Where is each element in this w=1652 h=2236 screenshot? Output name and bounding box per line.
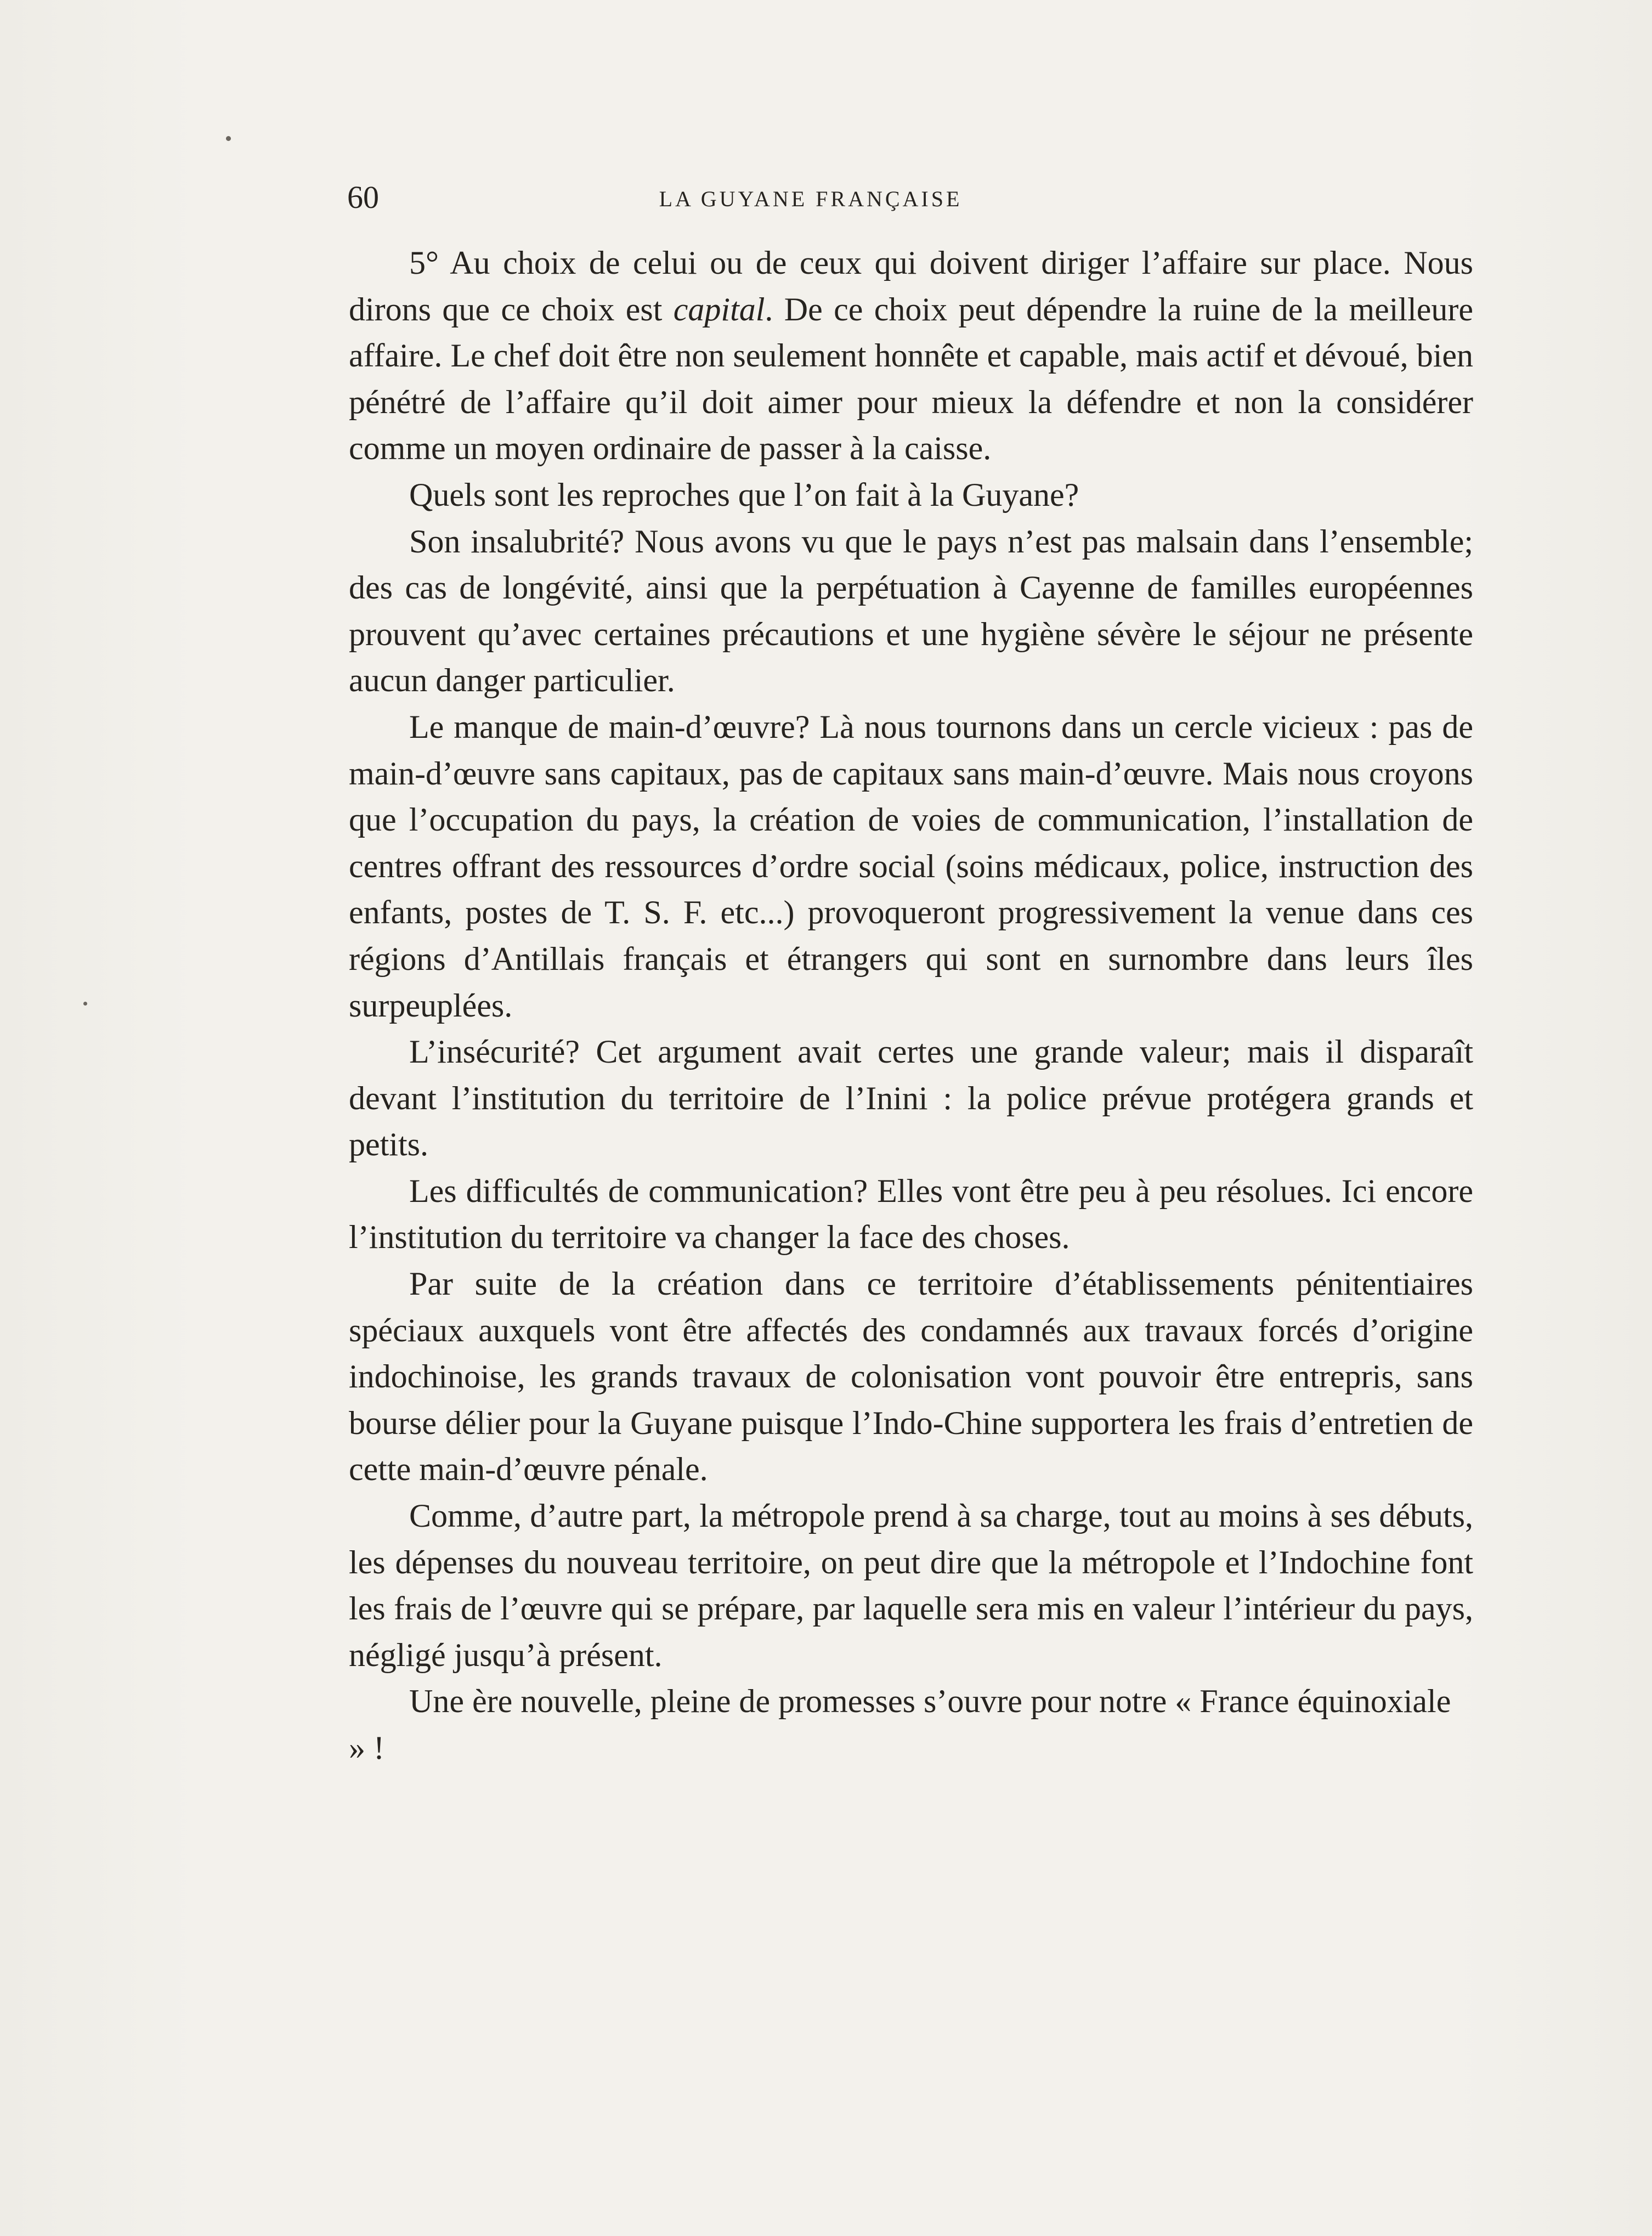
paragraph-text: . De ce choix peut dépendre la ruine de la meilleure affaire. Le chef doit être non seulement honnête et capable, mais actif et dévoué, bien pénétré de l’affaire qu’il doit aimer pour mieux la défendre et non la considérer comme un moyen ordinaire de passer à la caisse.	[349, 291, 1474, 467]
paper-speck	[83, 1002, 87, 1006]
paragraph: Son insalubrité? Nous avons vu que le pays n’est pas malsain dans l’ensemble; des cas de longévité, ainsi que la perpétuation à Cayenne de familles européennes prouvent qu’avec certaines précautions et une hygiène sévère le séjour ne présente aucun danger particulier.	[349, 523, 1473, 699]
running-title: LA GUYANE FRANÇAISE	[659, 187, 963, 211]
paragraph: Le manque de main-d’œuvre? Là nous tournons dans un cercle vicieux : pas de main-d’œuvre sans capitaux, pas de capitaux sans main-d’œuvre. Mais nous croyons que l’occupation du pays, la création de voies de communication, l’installation de centres offrant des ressources d’ordre social (soins médicaux, police, instruction des enfants, postes de T. S. F. etc...) provoqueront progressivement la venue dans ces régions d’Antillais français et étrangers qui sont en surnombre dans leurs îles surpeuplées.	[349, 708, 1473, 1024]
italic-emphasis: capital	[673, 291, 765, 328]
paragraph: Par suite de la création dans ce territoire d’établissements pénitentiaires spéciaux auxquels vont être affectés des condamnés aux travaux forcés d’origine indochinoise, les grands travaux de colonisation vont pouvoir être entrepris, sans bourse délier pour la Guyane puisque l’Indo-Chine supportera les frais d’entretien de cette main-d’œuvre pénale.	[349, 1266, 1473, 1488]
running-head	[347, 178, 1077, 217]
paragraph	[349, 240, 1473, 472]
paragraph: Comme, d’autre part, la métropole prend à sa charge, tout au moins à ses débuts, les dépenses du nouveau territoire, on peut dire que la métropole et l’Indochine font les frais de l’œuvre qui se prépare, par laquelle sera mis en valeur l’intérieur du pays, négligé jusqu’à présent.	[349, 1498, 1473, 1673]
paragraph: Une ère nouvelle, pleine de promesses s’ouvre pour notre « France équinoxiale » !	[349, 1683, 1451, 1766]
paragraph: Quels sont les reproches que l’on fait à la Guyane?	[409, 476, 1079, 513]
paragraph-text: 5° Au choix de celui ou de ceux qui doivent diriger l’affaire sur place. Nous dirons que ce choix est	[349, 245, 1473, 328]
page-number: 60	[347, 179, 379, 215]
paper-speck	[226, 136, 231, 141]
body-text	[349, 240, 1473, 1771]
paragraph: L’insécurité? Cet argument avait certes une grande valeur; mais il disparaît devant l’institution du territoire de l’Inini : la police prévue protégera grands et petits.	[349, 1034, 1473, 1163]
paragraph: Les difficultés de communication? Elles vont être peu à peu résolues. Ici encore l’institution du territoire va changer la face des choses.	[349, 1172, 1473, 1256]
